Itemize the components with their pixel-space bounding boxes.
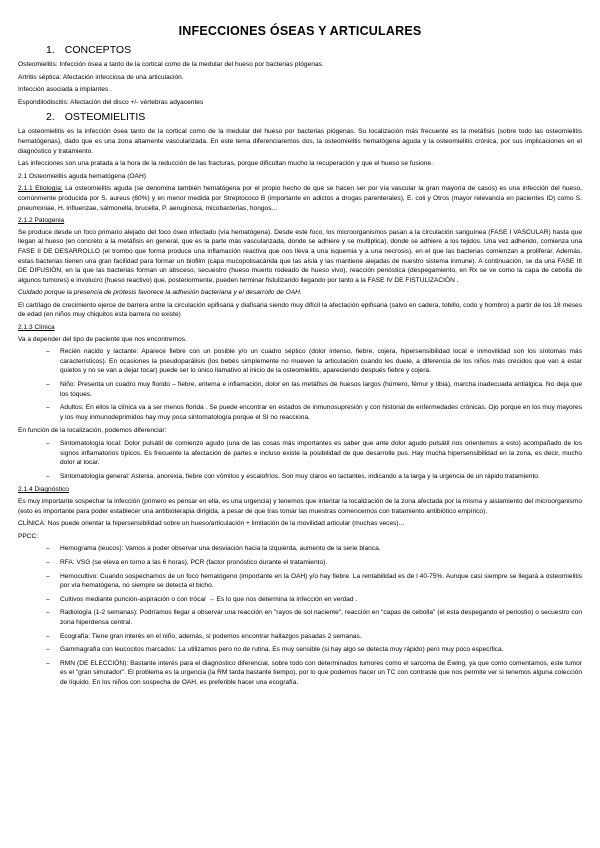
document-title: INFECCIONES ÓSEAS Y ARTICULARES (178, 24, 422, 38)
intro-paragraph: La osteomielitis es la infección ósea tanto de la cortical como de la medular del hueso por bacterias piógenas. Su localización más frecuente es la metáfisis (sobre todo las osteomielitis hematógenas), dado que es una zona altamente vascularizada. En este tema diferenciaremos dos, la osteomielitis hematógena aguda y la osteomielitis crónica, por sus implicaciones en el diagnóstico y tratamiento. (18, 128, 582, 155)
list-item: – Gammagrafía con leucocitos marcados: La utilizamos pero no de rutina. Es muy sensible (si hay algo se detecta muy rápido) pero muy poco específica. (60, 645, 582, 655)
intro-paragraph: Las infecciones son una pratada a la hora de la reducción de las fracturas, porque dificultan mucho la recuperación y que el hueso se fusione. (18, 160, 433, 168)
concept-implantes: Infección asociada a implantes . (18, 86, 112, 94)
patient-type-list (18, 347, 582, 422)
clinica-paragraph: CLÍNICA: Nos puede orientar la hipersensibilidad sobre un hueso/articulación + limitación de la movilidad articular (muchas veces)... (18, 520, 405, 528)
concept-artritis: Artritis séptica: Afectación infecciosa de una articulación. (18, 73, 184, 81)
list-item: – Niño: Presenta un cuadro muy florido – fiebre, eritema e inflamación, dolor en las metáfisis de huesos largos (húmero, fémur y tibia), marcha inadecuada antiálgica. No deja que los toques. (60, 380, 582, 399)
etiologia-paragraph (18, 184, 582, 213)
subsection-heading: 2.1.2 Patogenia (18, 217, 65, 225)
list-item: – Sintomatología local: Dolor pulsátil de comienzo agudo (una de las cosas más importantes es saber que ante dolor agudo pulsátil nos orientemos a esto) acompañado de los signos inflamatorios típicos. Es frecuente la afectación de partes e incluso existe la posibilidad de que desarrolle pus. Hay mucha hipersensibilidad en la zona, es decir, mucho dolor al tocar. (60, 439, 582, 468)
clinica-intro: Va a depender del tipo de paciente que nos encontremos. (18, 335, 187, 343)
section-heading-osteomielitis (46, 111, 582, 123)
list-item: – RMN (DE ELECCIÓN): Bastante interés para el diagnóstico diferencial, sobre todo con determinados tumores como el sarcoma de Ewing, ya que como comentamos, este tumor es el "gran simulador". El problema es la urgencia (la RM tarda bastante tiempo), por lo que podemos hacer un TC con contraste que nos permite ver si tenemos alguna colección de líquido. En los niños con sospecha de OAH, es preferible hacer una ecografía. (60, 659, 582, 688)
subsection-heading: 2.1.3 Clínica (18, 324, 55, 332)
list-item: – Hemocultivo: Cuando sospechamos de un foco hematógeno (importante en la OAH) y/o hay fiebre. La rentabilidad es de l 40-75%. Aunque casi siempre se llegará a osteomielitis por vía hematógena, no siempre se detecta el bicho. (60, 572, 582, 591)
cartilago-paragraph: El cartílago de crecimiento ejerce de barrera entre la circulación epifisaria y diafisaria siendo muy difícil la afectación epifisaria (salvo en cadera, tobillo, codo y hombro) a partir de los 18 meses de edad (en niños muy chiquitos esta barrera no existe) (18, 301, 582, 319)
list-item: – Sintomatología general: Astenia, anorexia, fiebre con vómitos y escalofríos. Son muy claros en lactantes, indicando a la larga y la urgencia de un rápido tratamiento. (60, 472, 582, 482)
patogenia-paragraph: Se produce desde un foco primario alejado del foco óseo infectado (vía hematógena). Desde este foco, los microorganismos pasan a la circulación sanguínea (FASE I VASCULAR) hasta que llegan al hueso (en concreto a la metáfisis en general, que es la parte más vascularizada, donde se adhiere y se multiplica), donde se adhiere a los tejidos. Una vez adherido, comienza una FASE II DE DESARROLLO (el trombo que forma produce una inflamación reactiva que nos lleva a una isquemia y a una necrosis), en el que las bacterias comienzan a proliferar. Además, estas bacterias tienen una gran facilidad para formar un biofilm (capa mucopolisacárida que las aísla y las mantiene alejadas de nuestro sistema inmune). A continuación, se da una FASE III DE DIFUSIÓN, en la que las bacterias forman un absceso, secuestro (hueso muerto rodeado de hueso vivo), reacción perióstica (despegamiento, en Rx se ve como la capa de cebolla de algunos tumores) e involucro (hueso reactivo) que, posteriormente, pueden terminar fistulizando llegando por tanto a la FASE IV DE FISTULIZACIÓN . (18, 228, 582, 284)
section-number: 1. (46, 44, 55, 56)
concept-espondilodiscitis: Espondilodiscitis: Afectación del disco +/- vértebras adyacentes (18, 98, 204, 106)
list-item: – Adultos: En ellos la clínica va a ser menos florida . Se puede encontrar en estados de inmunosupresión y con historial de enfermedades crónicas. Ojo porque en los muy mayores y los muy inmunodeprimidos hay muy poca sintomatología porque el SI no reacciona. (60, 403, 582, 422)
section-number: 2. (46, 111, 55, 124)
list-item: – Radiología (1-2 semanas): Podríamos llegar a observar una reacción en "rayos de sol naciente", reacción en "capas de cebolla" (el esta despegando el periostio) o secuestro con zona hiperdensa central. (60, 608, 582, 627)
section-label: CONCEPTOS (64, 44, 132, 56)
section-label: OSTEOMIELITIS (64, 111, 146, 124)
list-item: – RFA: VSG (se eleva en torno a las 6 horas), PCR (factor pronóstico durante el tratamiento). (60, 558, 582, 568)
note-paragraph: Cuidado porque la presencia de prótesis favorece la adhesión bacteriana y el desarrollo de OAH. (18, 289, 302, 297)
etiologia-text: La osteomielitis aguda (se denomina también hematógena por el propio hecho de que se hacen ser por vía vascular la gran mayoría de casos) es una infección del hueso, comúnmente producida por S. aureus (60%) y en menor medida por Streptococo B (importante en adictos a drogas parenterales), E. coli y Otros (mayor relevancia en pacientes ID) como S. pneumoniae, H. influenzae, salmonella, brucella, P. aeruginosa, micobacterias, hongos... (18, 185, 582, 212)
section-heading-conceptos (46, 44, 582, 56)
location-list (18, 439, 582, 481)
localizacion-intro: En función de la localización, podemos diferenciar: (18, 427, 167, 435)
list-item: – Ecografía: Tiene gran interés en el niño, además, si podemos encontrar hallazgos pasadas 2 semanas. (60, 632, 582, 642)
subsection-heading: 2.1.4 Diagnóstico (18, 486, 69, 494)
list-item: – Hemograma (leucos): Vamos a poder observar una desviación hacia la izquierda, aumento de la serie blanca. (60, 544, 582, 554)
tests-list (18, 544, 582, 687)
list-item: – Recién nacido y lactante: Aparece fiebre con un posible y/o un cuadro séptico (dolor intenso, fiebre, cojera, hipersensibilidad local e inmovilidad son los síntomas más característicos). En ocasiones la pseudoparálisis (los bebés simplemente no mueven la articulación cuando les duele, a diferencia de los niños más crecidos que van a estar quietos y no se van a dejar tocar) puede ser lo único llamativo al inicio de la osteomielitis, apareciendo después fiebre y cojera. (60, 347, 582, 376)
subsection-heading: 2.1 Osteomielitis aguda hematógena (OAH) (18, 172, 146, 180)
ppcc-label: PPCC: (18, 532, 39, 540)
subsection-heading: 2.1.1 Etiología: (18, 185, 63, 193)
diagnostico-paragraph: Es muy importante sospechar la infección (primero es pensar en ella, es una urgencia) y tenemos que intentar la localización de la zona afectada por la misma y aislamiento del microorganismo (esto es importante para poder establecer una antibioterapia dirigida, a pesar de que tras tomar las muestras comencemos con tratamiento antibiótico empírico). (18, 497, 582, 515)
concept-osteomielitis: Osteomielitis: Infección ósea a tanto de la cortical como de la medular del hueso por bacterias pIógenas. (18, 61, 324, 68)
list-item: – Cultivos mediante punción-aspiración o con trócar → Es lo que nos determina la infección en verdad . (60, 595, 582, 605)
